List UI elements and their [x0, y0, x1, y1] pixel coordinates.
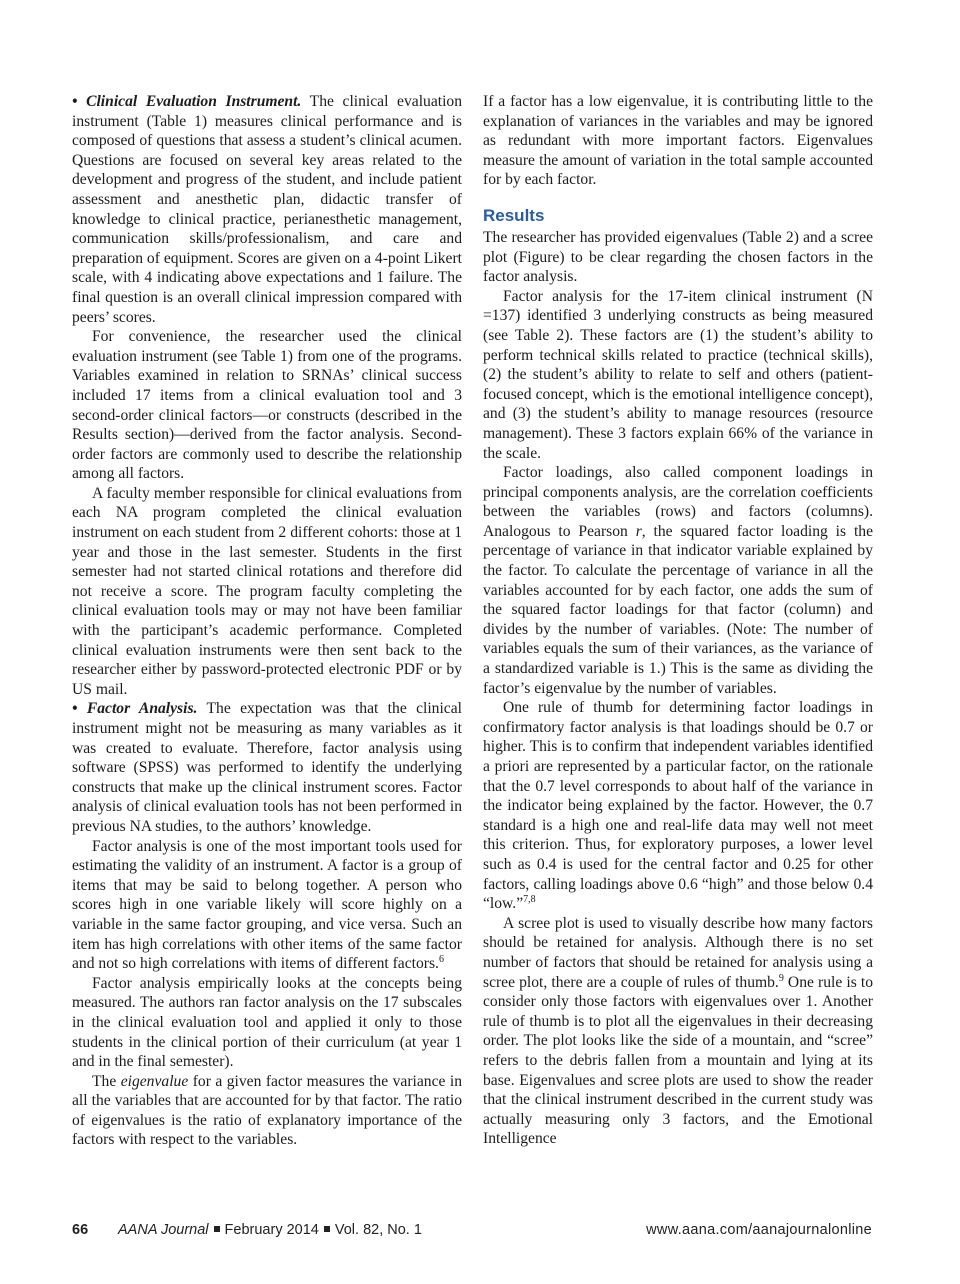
- separator-square-icon: [214, 1226, 220, 1232]
- paragraph-lead: • Factor Analysis.: [72, 700, 198, 718]
- paragraph-text: The clinical evaluation instrument (Table 1) measures clinical performance and is composed of questions that assess a student’s clinical acumen. Questions are focused on several key areas related to the development and progress of the student, and include patient assessment and anesthetic plan, didactic transfer of knowledge to clinical practice, perianesthetic management, communication skills/professionalism, and care and preparation of equipment. Scores are given on a 4-point Likert scale, with 4 indicating above expectations and 1 failure. The final question is an overall clinical impression compared with peers’ scores.: [72, 93, 463, 326]
- page-number: 66: [72, 1222, 89, 1238]
- left-column: [72, 92, 462, 1150]
- citation-superscript: 9: [778, 972, 784, 984]
- paragraph-concepts: Factor analysis empirically looks at the concepts being measured. The authors ran factor analysis on the 17 subscales in the clinical evaluation tool and applied it only to those students in the clinical portion of their curriculum (at year 1 and in the final semester).: [72, 974, 462, 1071]
- journal-citation: [118, 1222, 422, 1238]
- journal-url-link[interactable]: www.aana.com/aanajournalonline: [646, 1222, 872, 1238]
- paragraph-factor-loadings: [483, 463, 873, 698]
- paragraph-faculty-member: A faculty member responsible for clinical evaluations from each NA program completed the clinical evaluation instrument on each student from 2 different cohorts: those at 1 year and those in the last semester. Students in the first semester had not started clinical rotations and therefore did not receive a score. The program faculty completing the clinical evaluation tools may or may not have been familiar with the participant’s academic performance. Completed clinical evaluation instruments were then sent back to the researcher either by password-protected electronic PDF or by US mail.: [72, 484, 462, 698]
- paragraph-clinical-evaluation-instrument: [72, 92, 462, 327]
- paragraph-factor-analysis: [72, 699, 462, 836]
- paragraph-text: The: [92, 1072, 121, 1090]
- page-footer: [72, 1222, 872, 1242]
- paragraph-three-constructs: Factor analysis for the 17-item clinical instrument (N =137) identified 3 underlying constructs as being measured (see Table 2). These factors are (1) the student’s ability to perform technical skills related to practice (technical skills), (2) the student’s ability to relate to self and others (patient-focused concept, which is the emotional intelligence concept), and (3) the student’s ability to manage resources (resource management). These 3 factors explain 66% of the variance in the scale.: [483, 287, 873, 462]
- paragraph-text: , the squared factor loading is the percentage of variance in that indicator variable explained by the factor. To calculate the percentage of variance in all the variables accounted for by each factor, one adds the sum of the squared factor loadings for that factor (column) and divides by the number of variables. (Note: The number of variables equals the sum of their variances, as the variance of a standardized variable is 1.) This is the same as dividing the factor’s eigenvalue by the number of variables.: [483, 522, 874, 697]
- paragraph-validity: [72, 837, 462, 974]
- issue-date: February 2014: [224, 1222, 319, 1238]
- paragraph-text: for a given factor measures the variance in all the variables that are accounted for by that factor. The ratio of eigenvalues is the ratio of explanatory importance of the factors with respect to the variables.: [72, 1072, 462, 1149]
- paragraph-eigenvalues-provided: The researcher has provided eigenvalues (Table 2) and a scree plot (Figure) to be clear regarding the chosen factors in the factor analysis.: [483, 228, 873, 286]
- citation-superscript: 6: [438, 954, 444, 966]
- section-heading-results: Results: [483, 205, 545, 225]
- journal-name: AANA Journal: [118, 1222, 209, 1238]
- paragraph-text: The expectation was that the clinical instrument might not be measuring as many variables as it was created to evaluate. Therefore, factor analysis using software (SPSS) was performed to identify the underlying constructs that make up the clinical instrument scores. Factor analysis of clinical evaluation tools has not been performed in previous NA studies, to the authors’ knowledge.: [72, 700, 462, 835]
- paragraph-scree-plot: [483, 914, 873, 1149]
- paragraph-text: One rule of thumb for determining factor loadings in confirmatory factor analysis is that loadings should be 0.7 or higher. This is to confirm that independent variables identified a priori are represented by a particular factor, on the rationale that the 0.7 level corresponds to about half of the variance in the indicator being explained by the factor. However, the 0.7 standard is a high one and real-life data may well not meet this criterion. Thus, for exploratory purposes, a lower level such as 0.4 is used for the central factor and 0.25 for other factors, calling loadings above 0.6 “high” and those below 0.4 “low.”: [483, 699, 873, 913]
- separator-square-icon: [324, 1226, 330, 1232]
- paragraph-text: A scree plot is used to visually describe how many factors should be retained for analysis. Although there is no set number of factors that should be retained for analysis using a scree plot, there are a couple of rules of thumb.: [483, 914, 873, 991]
- paragraph-text: Factor analysis is one of the most important tools used for estimating the validity of an instrument. A factor is a group of items that may be said to belong together. A person who scores high in one variable likely will score highly on a variable in the same factor grouping, and vice versa. Such an item has high correlations with other items of the same factor and not so high correlations with items of different factors.: [72, 837, 462, 973]
- paragraph-text: One rule is to consider only those factors with eigenvalues over 1. Another rule of thumb is to plot all the eigenvalues in their decreasing order. The plot looks like the side of a mountain, and “scree” refers to the debris fallen from a mountain and lying at its base. Eigenvalues and scree plots are used to show the reader that the clinical instrument described in the current study was actually measuring only 3 factors, and the Emotional Intelligence: [483, 973, 873, 1148]
- emphasis-term: r: [635, 522, 642, 540]
- paragraph-eigenvalue: [72, 1072, 462, 1150]
- paragraph-lead: • Clinical Evaluation Instrument.: [72, 93, 302, 110]
- citation-superscript: 7,8: [523, 894, 536, 906]
- paragraph-low-eigenvalue: If a factor has a low eigenvalue, it is contributing little to the explanation of variances in the variables and may be ignored as redundant with more important factors. Eigenvalues measure the amount of variation in the total sample accounted for by each factor.: [483, 93, 873, 189]
- paragraph-text: Factor loadings, also called component loadings in principal components analysis, are the correlation coefficients between the variables (rows) and factors (columns). Analogous to Pearson: [483, 464, 873, 540]
- emphasis-term: eigenvalue: [120, 1072, 189, 1090]
- volume-issue: Vol. 82, No. 1: [334, 1222, 422, 1238]
- paragraph-rule-of-thumb: [483, 698, 873, 914]
- right-column: [483, 92, 873, 1149]
- paragraph-convenience: For convenience, the researcher used the clinical evaluation instrument (see Table 1) from one of the programs. Variables examined in relation to SRNAs’ clinical success included 17 items from a clinical evaluation tool and 3 second-order clinical factors—or constructs (described in the Results section)—derived from the factor analysis. Second-order factors are commonly used to describe the relationship among all factors.: [72, 328, 462, 483]
